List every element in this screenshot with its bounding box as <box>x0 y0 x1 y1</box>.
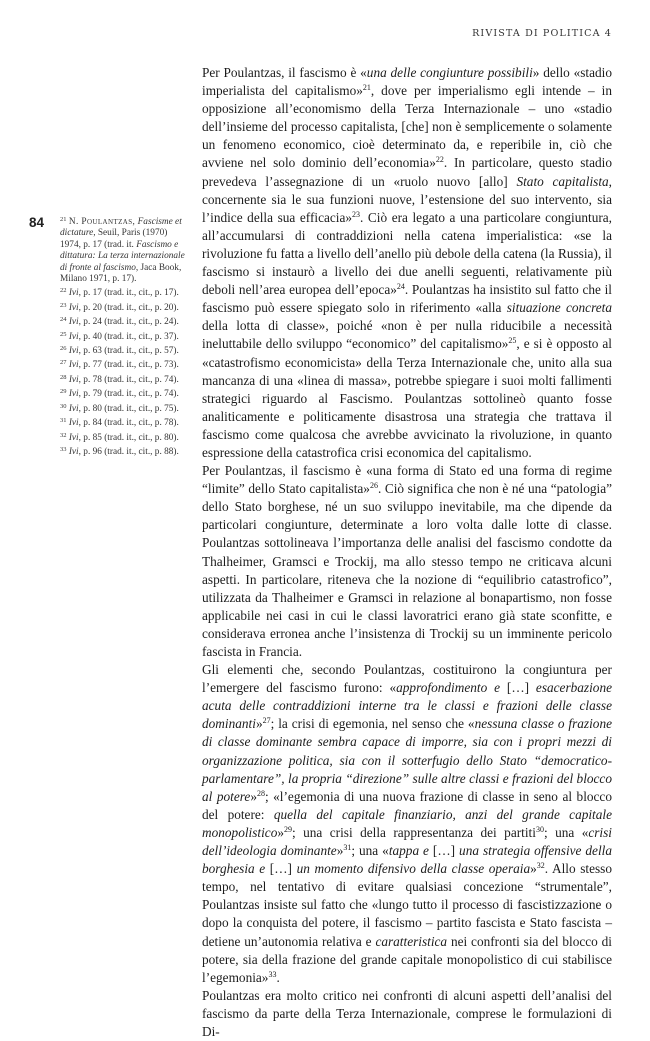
paragraph-4: Poulantzas era molto critico nei confronti di alcuni aspetti dell’analisi del fascismo da parte della Terza Internazionale, comprese le formulazioni di Di- <box>202 987 612 1039</box>
footnote-23: $^{23}$ Ivi, p. 20 (trad. it., cit., p. 20). <box>60 301 179 313</box>
footnote-25: $^{25}$ Ivi, p. 40 (trad. it., cit., p. 37). <box>60 330 179 342</box>
footnote-ref: 25 <box>508 336 517 346</box>
footnote-ref: 26 <box>369 481 378 491</box>
footnote-32: $^{32}$ Ivi, p. 85 (trad. it., cit., p. 80). <box>60 431 179 443</box>
footnote-33: $^{33}$ Ivi, p. 96 (trad. it., cit., p. 88). <box>60 445 179 457</box>
paragraph-2: Per Poulantzas, il fascismo è «una forma di Stato ed una forma di regime “limite” dello Stato capitalista»$^{26}$. Ciò significa che non è né una “patologia” dello Stato borghese, né un suo sviluppo inevitabile, ma che dipende da particolari congiunture, determinate a loro volta dalle lotte di classe. Poulantzas sottolineava l’importanza delle analisi del fascismo condotte da Thalheimer, Gramsci e Trockij, ma allo stesso tempo ne criticava alcuni aspetti. In particolare, riteneva che la nozione di “equilibrio catastrofico”, utilizzata da Thalheimer e Gramsci in relazione al bonapartismo, non fosse applicabile nei casi in cui le classi lavoratrici erano già state sconfitte, e considerava erronea anche l’insistenza di Trockij su un imminente pericolo fascista in Francia. <box>202 463 612 659</box>
footnote-24: $^{24}$ Ivi, p. 24 (trad. it., cit., p. 24). <box>60 316 179 328</box>
running-head: RIVISTA DI POLITICA 4 <box>472 28 612 39</box>
footnote-31: $^{31}$ Ivi, p. 84 (trad. it., cit., p. 78). <box>60 417 179 429</box>
footnote-ref: 21 <box>362 83 371 93</box>
footnote-27: $^{27}$ Ivi, p. 77 (trad. it., cit., p. 73). <box>60 359 179 371</box>
footnote-ref: 23 <box>352 209 361 219</box>
footnote-ref: 30 <box>535 824 544 834</box>
footnote-ref: 27 <box>262 716 271 726</box>
paragraph-1: Per Poulantzas, il fascismo è «una delle congiunture possibili» dello «stadio imperialista del capitalismo»$^{21}$, dove per imperialismo egli intende – in opposizione all’economismo della Terza Internazionale – uno «stadio dell’insieme del processo capitalista, [che] non è semplicemente o solamente un fenomeno economico, cioè determinato da, e reperibile in, ciò che avviene nel solo dominio dell’economia»$^{22}$. In particolare, questo stadio prevedeva l’assegnazione di un «ruolo nuovo [allo] Stato capitalista, concernente sia le sua funzioni nuove, l’estensione del suo intervento, sia l’indice della sua efficacia»$^{23}$. Ciò era legato a una particolare congiuntura, all’accumularsi di contraddizioni nella catena imperialistica: «se la rivoluzione fu fatta a livello dell’anello più debole della catena (la Russia), il fascismo si instaurò a livello dei due anelli seguenti, relativamente più deboli nell’area europea dell’epoca»$^{24}$. Poulantzas ha insistito sul fatto che il fascismo può essere spiegato solo in riferimento «alla situazione concreta della lotta di classe», poiché «non è per nulla riducibile a necessità ineluttabile dello sviluppo “economico” del capitalismo»$^{25}$, e si è opposto al «catastrofismo economicista» della Terza Internazionale che, unito alla sua mancanza di una «linea di massa», potrebbe spiegare i suoi molti fallimenti strategici riguardo al Fascismo. Poulantzas sottolineò quanto fosse analiticamente e politicamente disastrosa una strategia che trattava il fascismo come qualcosa che avrebbe avvicinato la rivoluzione, in quanto espressione della catastrofica crisi economica del capitalismo. <box>202 65 613 460</box>
footnote-ref: 31 <box>343 843 352 853</box>
footnote-ref: 24 <box>396 282 405 292</box>
footnote-ref: 29 <box>284 824 293 834</box>
paragraph-3: Gli elementi che, secondo Poulantzas, costituirono la congiuntura per l’emergere del fascismo furono: «approfondimento e […] esacerbazione acuta delle contraddizioni interne tra le classi e frazioni delle classe dominanti»$^{27}$; la crisi di egemonia, nel senso che «nessuna classe o frazione di classe dominante sembra capace di imporre, sia con i propri mezzi di organizzazione politica, sia con il sotterfugio dello Stato “democratico-parlamentare”, la propria “direzione” sulle altre classi e frazioni del blocco al potere»$^{28}$; «l’egemonia di una nuova frazione di classe in seno al blocco del potere: quella del capitale finanziario, anzi del grande capitale monopolistico»$^{29}$; una crisi della rappresentanza dei partiti$^{30}$; una «crisi dell’ideologia dominante»$^{31}$; una «tappa e […] una strategia offensive della borghesia e […] un momento difensivo della classe operaia»$^{32}$. Allo stesso tempo, nel tentativo di evitare qualsiasi concezione “strumentale”, Poulantzas insiste sul fatto che «lungo tutto il processo di fascistizzazione o dopo la conquista del potere, il fascismo – partito fascista e Stato fascista – detiene un’autonomia relativa e caratteristica nei confronti sia del blocco di potere, sia della frazione del grande capitale monopolistico di cui stabilisce l’egemonia»$^{33}$. <box>202 662 613 985</box>
footnote-ref: 22 <box>435 155 444 165</box>
page-number: 84 <box>29 215 45 230</box>
footnote-22: $^{22}$ Ivi, p. 17 (trad. it., cit., p. 17). <box>60 287 179 299</box>
footnote-ref: 32 <box>536 861 545 871</box>
main-text <box>202 64 612 1041</box>
footnote-21: $^{21}$ N. Poulantzas, Fascisme et dictature, Seuil, Paris (1970) 1974, p. 17 (trad. it. Fascismo e dittatura: La terza internazionale di fronte al fascismo, Jaca Book, Milano 1971, p. 17). <box>60 216 185 285</box>
footnotes-column <box>60 214 189 458</box>
footnote-30: $^{30}$ Ivi, p. 80 (trad. it., cit., p. 75). <box>60 402 179 414</box>
footnote-28: $^{28}$ Ivi, p. 78 (trad. it., cit., p. 74). <box>60 373 179 385</box>
footnote-ref: 33 <box>268 969 277 979</box>
footnote-ref: 28 <box>256 788 265 798</box>
footnote-29: $^{29}$ Ivi, p. 79 (trad. it., cit., p. 74). <box>60 388 179 400</box>
footnote-26: $^{26}$ Ivi, p. 63 (trad. it., cit., p. 57). <box>60 345 179 357</box>
